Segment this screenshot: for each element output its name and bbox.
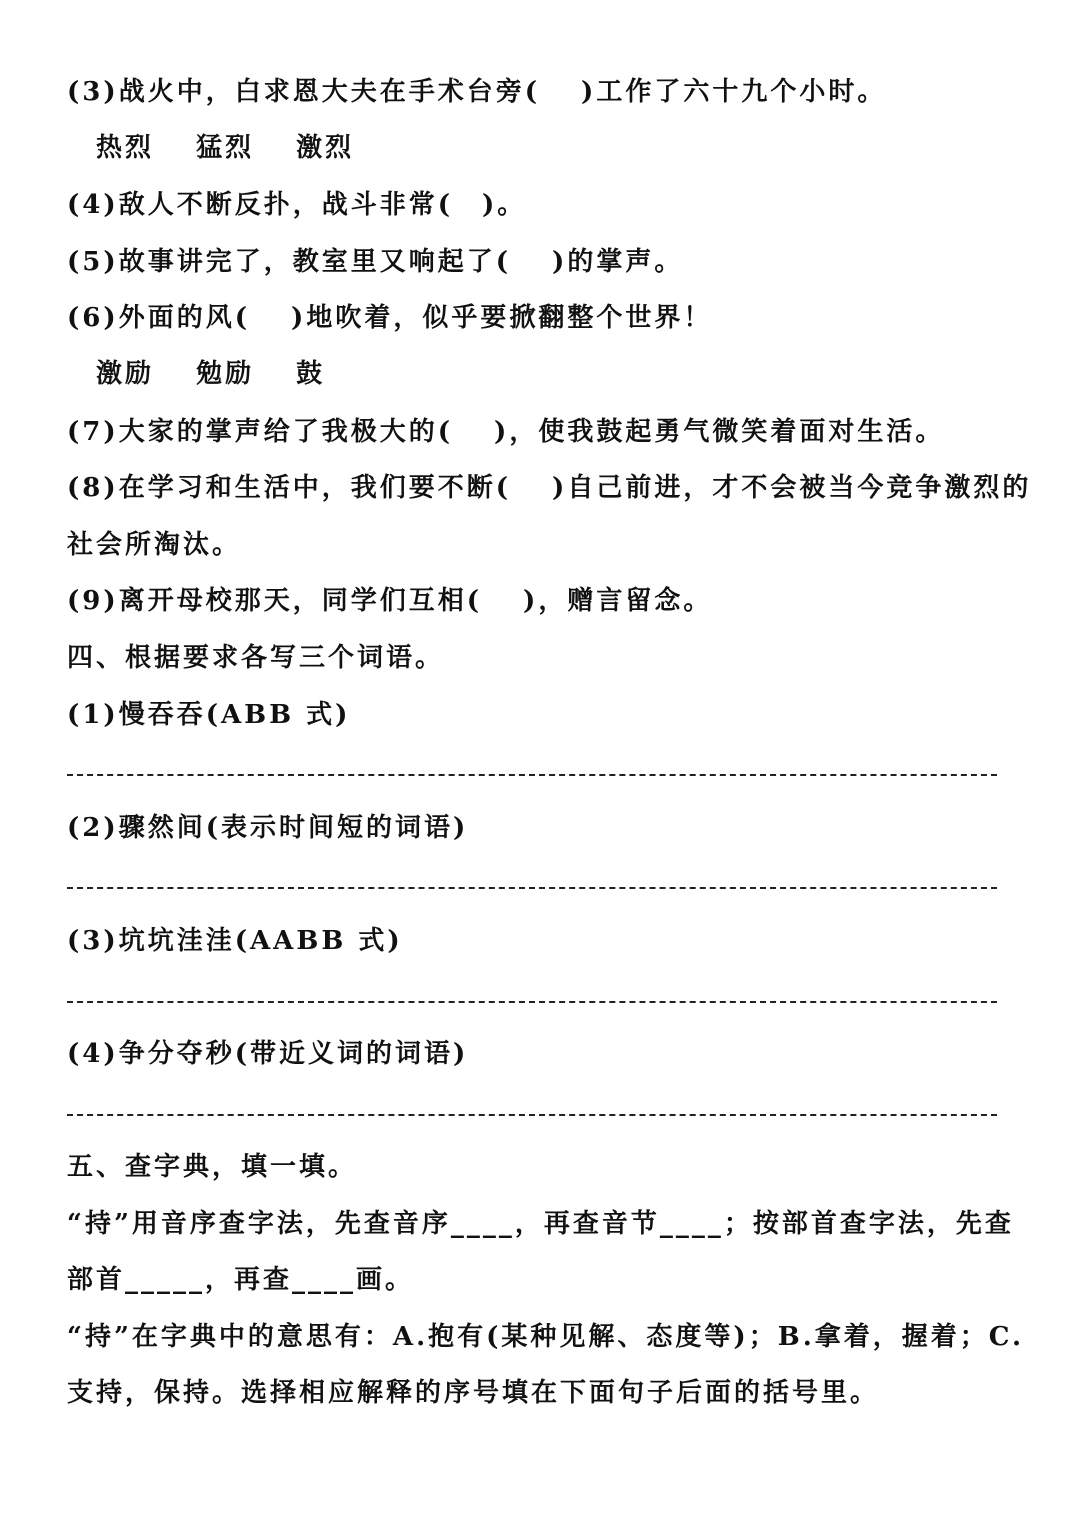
word-choice: 热烈 (96, 133, 155, 163)
section-5-paragraph-2-line-1: “持”在字典中的意思有：A.抱有(某种见解、态度等)；B.拿着，握着；C. (67, 1322, 1025, 1352)
question-3: (3)战火中，白求恩大夫在手术台旁( )工作了六十九个小时。 (67, 77, 887, 107)
word-choices-2 (96, 358, 1040, 390)
section-4-item-1: (1)慢吞吞(ABB 式) (67, 700, 351, 730)
word-choice: 勉励 (196, 359, 255, 389)
answer-line-2[interactable] (67, 887, 997, 889)
section-5-paragraph-1-line-1: “持”用音序查字法，先查音序____，再查音节____；按部首查字法，先查 (67, 1209, 1014, 1239)
section-5-title: 五、查字典，填一填。 (67, 1152, 358, 1182)
question-9: (9)离开母校那天，同学们互相( )，赠言留念。 (67, 586, 713, 616)
word-choice: 激励 (96, 359, 155, 389)
question-8-line-2: 社会所淘汰。 (67, 530, 242, 560)
word-choice: 猛烈 (196, 133, 255, 163)
answer-line-1[interactable] (67, 774, 997, 776)
question-5: (5)故事讲完了，教室里又响起了( )的掌声。 (67, 247, 684, 277)
answer-line-4[interactable] (67, 1114, 997, 1116)
section-5-paragraph-2-line-2: 支持，保持。选择相应解释的序号填在下面句子后面的括号里。 (67, 1378, 880, 1408)
word-choice: 激烈 (296, 133, 355, 163)
word-choices-1 (96, 132, 1040, 164)
word-choice: 鼓 (296, 359, 326, 389)
section-5-paragraph-1-line-2: 部首_____，再查____画。 (67, 1265, 415, 1295)
answer-line-3[interactable] (67, 1001, 997, 1003)
question-7: (7)大家的掌声给了我极大的( )，使我鼓起勇气微笑着面对生活。 (67, 417, 945, 447)
section-4-item-3: (3)坑坑洼洼(AABB 式) (67, 926, 403, 956)
section-4-item-4: (4)争分夺秒(带近义词的词语) (67, 1039, 469, 1069)
question-6: (6)外面的风( )地吹着，似乎要掀翻整个世界！ (67, 303, 713, 333)
question-8-line-1: (8)在学习和生活中，我们要不断( )自己前进，才不会被当今竞争激烈的 (67, 473, 1032, 503)
question-4: (4)敌人不断反扑，战斗非常( )。 (67, 190, 527, 220)
section-4-title: 四、根据要求各写三个词语。 (67, 643, 445, 673)
section-4-item-2: (2)骤然间(表示时间短的词语) (67, 813, 469, 843)
